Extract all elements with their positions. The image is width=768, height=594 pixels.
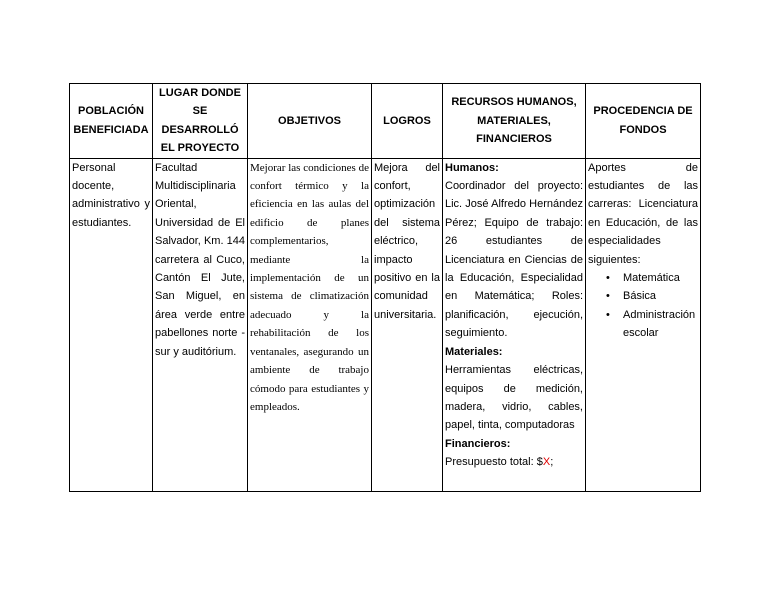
header-recursos: RECURSOS HUMANOS, MATERIALES, FINANCIEROS <box>443 84 586 159</box>
materiales-label: Materiales: <box>445 345 503 358</box>
header-row <box>70 84 701 159</box>
table-row <box>70 158 701 491</box>
header-lugar: LUGAR DONDE SE DESARROLLÓ EL PROYECTO <box>153 84 248 159</box>
humanos-label: Humanos: <box>445 161 499 174</box>
cell-procedencia <box>586 158 701 491</box>
procedencia-intro: Aportes de estudiantes de las carreras: Licenciatura en Educación, de las especialidades siguientes: <box>588 161 698 266</box>
list-item: • Básica <box>623 287 698 305</box>
cell-recursos <box>443 158 586 491</box>
cell-poblacion: Personal docente, administrativo y estudiantes. <box>70 158 153 491</box>
financieros-label: Financieros: <box>445 437 511 450</box>
presupuesto-value: X <box>542 456 551 469</box>
cell-lugar: Facultad Multidisciplinaria Oriental, Universidad de El Salvador, Km. 144 carretera al Cuco, Cantón El Jute, San Miguel, en área verde entre pabellones norte - sur y auditórium. <box>153 158 248 491</box>
presupuesto-line <box>445 453 583 471</box>
cell-logros: Mejora del confort, optimización del sistema eléctrico, impacto positivo en la comunidad universitaria. <box>372 158 443 491</box>
header-logros: LOGROS <box>372 84 443 159</box>
header-procedencia: PROCEDENCIA DE FONDOS <box>586 84 701 159</box>
project-summary-table <box>69 83 701 492</box>
especialidades-list <box>588 269 698 343</box>
header-objetivos: OBJETIVOS <box>248 84 372 159</box>
presupuesto-label: Presupuesto total: $ <box>445 456 543 469</box>
header-poblacion: POBLACIÓN BENEFICIADA <box>70 84 153 159</box>
list-item: • Administración escolar <box>623 306 698 343</box>
presupuesto-end: ; <box>550 456 554 469</box>
list-item: • Matemática <box>623 269 698 287</box>
humanos-text: Coordinador del proyecto: Lic. José Alfredo Hernández Pérez; Equipo de trabajo: 26 estudiantes de Licenciatura en Ciencias de la Educación, Especialidad en Matemática; Roles: planificación, ejecución, seguimiento. <box>445 180 583 340</box>
cell-objetivos: Mejorar las condiciones de confort térmico y la eficiencia en las aulas del edificio de planes complementarios, mediante la implementación de un sistema de climatización adecuado y la rehabilitación de los ventanales, asegurando un ambiente de trabajo cómodo para estudiantes y empleados. <box>248 158 372 491</box>
materiales-text: Herramientas eléctricas, equipos de medición, madera, vidrio, cables, papel, tinta, computadoras <box>445 364 583 432</box>
